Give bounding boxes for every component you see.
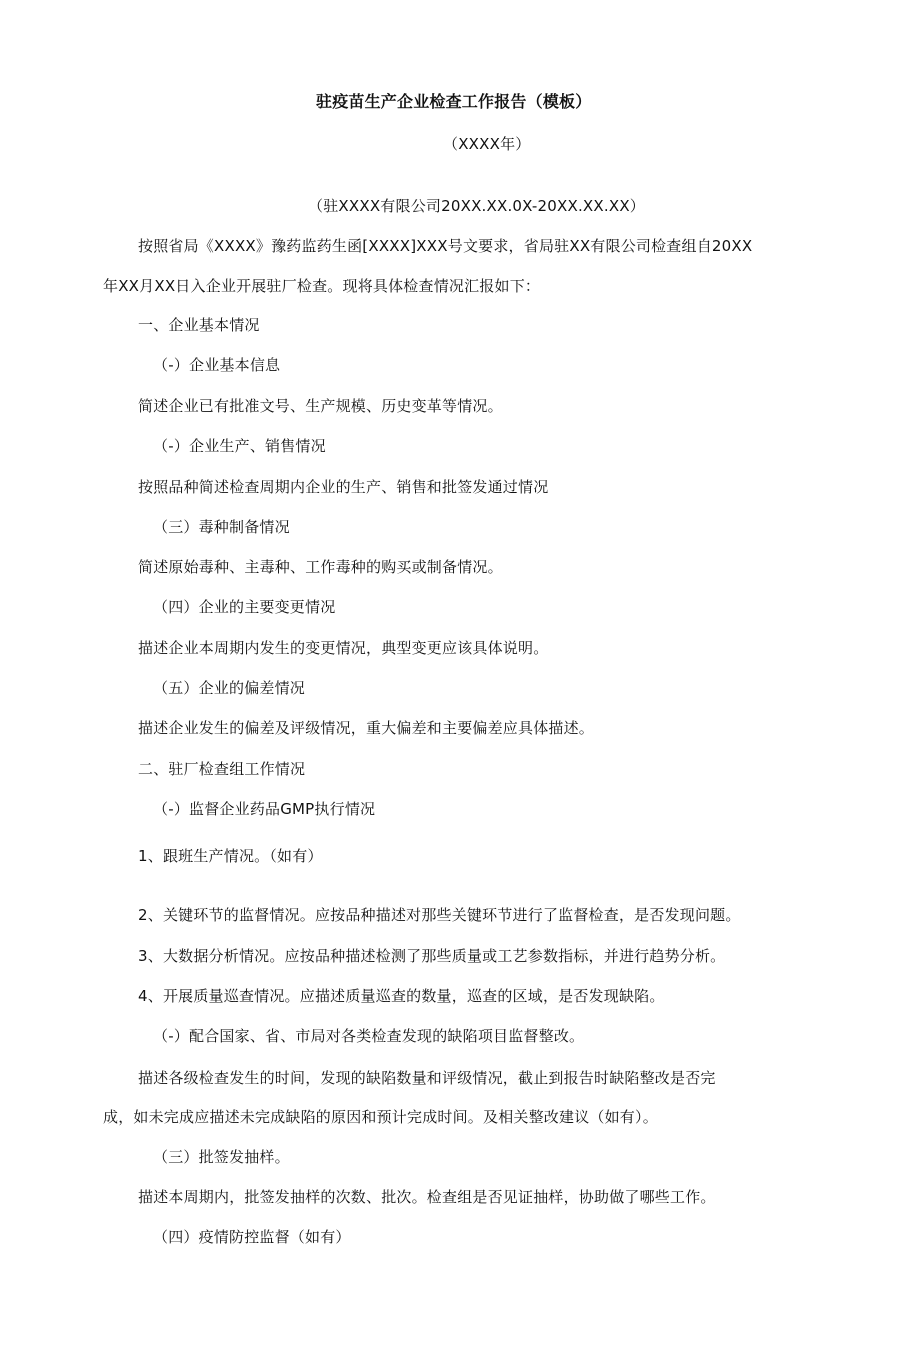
section-1-sub-5-heading: （五）企业的偏差情况 (153, 679, 306, 697)
section-2-item-3: 3、大数据分析情况。应按品种描述检测了那些质量或工艺参数指标，并进行趋势分析。 (138, 947, 726, 965)
section-2-sub-1-heading: （-）监督企业药品GMP执行情况 (153, 800, 376, 818)
section-1-sub-4-text: 描述企业本周期内发生的变更情况，典型变更应该具体说明。 (138, 639, 549, 657)
section-2-sub-3-heading: （三）批签发抽样。 (153, 1148, 290, 1166)
section-1-sub-1-text: 简述企业已有批准文号、生产规模、历史变革等情况。 (138, 397, 503, 415)
section-1-heading: 一、企业基本情况 (138, 316, 260, 334)
section-2-sub-2-text-line-2: 成，如未完成应描述未完成缺陷的原因和预计完成时间。及相关整改建议（如有）。 (103, 1108, 658, 1126)
intro-paragraph-line-2: 年XX月XX日入企业开展驻厂检查。现将具体检查情况汇报如下： (103, 277, 541, 295)
section-1-sub-4-heading: （四）企业的主要变更情况 (153, 598, 336, 616)
section-2-item-2: 2、关键环节的监督情况。应按品种描述对那些关键环节进行了监督检查，是否发现问题。 (138, 906, 741, 924)
section-1-sub-2-text: 按照品种简述检查周期内企业的生产、销售和批签发通过情况 (138, 478, 549, 496)
section-1-sub-2-heading: （-）企业生产、销售情况 (153, 437, 326, 455)
section-2-item-1: 1、跟班生产情况。（如有） (138, 847, 323, 865)
section-1-sub-3-text: 简述原始毒种、主毒种、工作毒种的购买或制备情况。 (138, 558, 503, 576)
document-period: （驻XXXX有限公司20XX.XX.0X-20XX.XX.XX） (308, 197, 645, 215)
section-2-sub-2-heading: （-）配合国家、省、市局对各类检查发现的缺陷项目监督整改。 (153, 1027, 585, 1045)
section-2-sub-3-text: 描述本周期内，批签发抽样的次数、批次。检查组是否见证抽样，协助做了哪些工作。 (138, 1188, 716, 1206)
section-1-sub-1-heading: （-）企业基本信息 (153, 356, 281, 374)
intro-paragraph-line-1: 按照省局《XXXX》豫药监药生函[XXXX]XXX号文要求，省局驻XX有限公司检查组自20XX (138, 237, 753, 255)
section-2-sub-4-heading: （四）疫情防控监督（如有） (153, 1228, 351, 1246)
section-2-item-4: 4、开展质量巡查情况。应描述质量巡查的数量，巡查的区域，是否发现缺陷。 (138, 987, 665, 1005)
section-1-sub-3-heading: （三）毒种制备情况 (153, 518, 290, 536)
section-2-sub-2-text-line-1: 描述各级检查发生的时间，发现的缺陷数量和评级情况，截止到报告时缺陷整改是否完 (138, 1069, 716, 1087)
section-2-heading: 二、驻厂检查组工作情况 (138, 760, 306, 778)
section-1-sub-5-text: 描述企业发生的偏差及评级情况，重大偏差和主要偏差应具体描述。 (138, 719, 595, 737)
document-year: （XXXX年） (443, 135, 531, 153)
document-title: 驻疫苗生产企业检查工作报告（模板） (316, 92, 592, 111)
